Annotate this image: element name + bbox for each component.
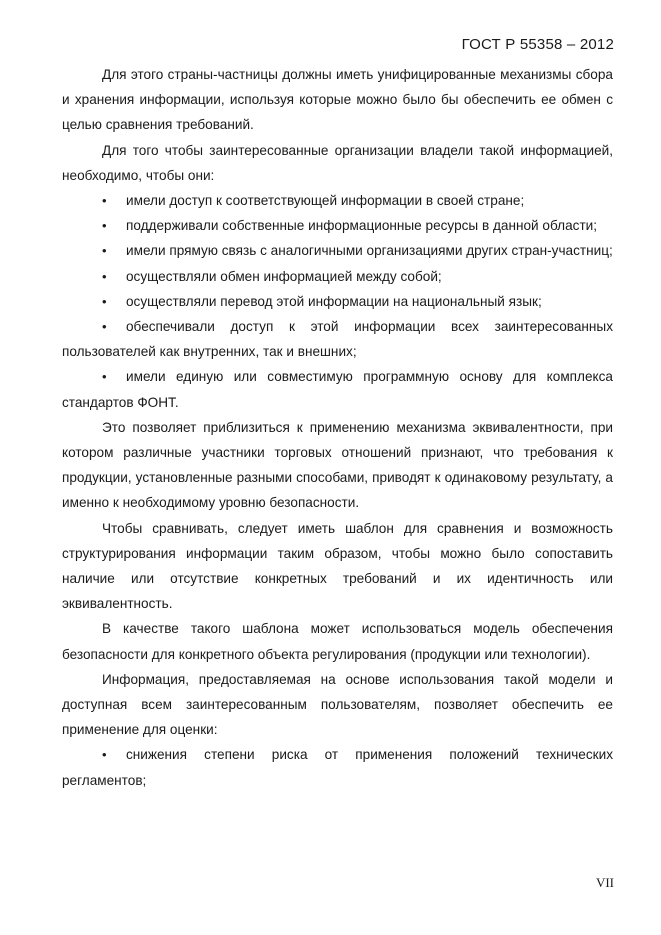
- page-number: VII: [595, 875, 614, 890]
- bullet-icon: •: [102, 369, 107, 385]
- list-item: [62, 238, 613, 263]
- document-body: [62, 62, 613, 793]
- bullet-icon: •: [102, 293, 107, 309]
- list-item-text: снижения степени риска от применения положений технических регламентов;: [62, 747, 613, 788]
- list-item: [62, 364, 613, 414]
- paragraph: Для этого страны-частницы должны иметь унифицированные механизмы сбора и хранения информации, используя которые можно было бы обеспечить ее обмен с целью сравнения требований.: [62, 67, 613, 133]
- paragraph: Информация, предоставляемая на основе использования такой модели и доступная всем заинтересованным пользователям, позволяет обеспечить ее применение для оценки:: [62, 671, 613, 738]
- list-item: [62, 289, 613, 314]
- document-header: ГОСТ Р 55358 – 2012: [461, 36, 614, 53]
- list-item: [62, 213, 613, 238]
- bullet-icon: •: [102, 193, 107, 209]
- paragraph: В качестве такого шаблона может использоваться модель обеспечения безопасности для конкретного объекта регулирования (продукции или технологии).: [62, 621, 613, 662]
- list-item: [62, 314, 613, 364]
- bullet-icon: •: [102, 268, 107, 284]
- paragraph: Это позволяет приблизиться к применению механизма эквивалентности, при котором различные участники торговых отношений признают, что требования к продукции, установленные разными способами, приводят к одинаковому результату, а именно к необходимому уровню безопасности.: [62, 419, 613, 511]
- list-item: [62, 264, 613, 289]
- list-item-text: осуществляли обмен информацией между собой;: [126, 268, 442, 284]
- list-item-text: осуществляли перевод этой информации на национальный язык;: [126, 293, 542, 309]
- list-item: [62, 188, 613, 213]
- bullet-icon: •: [102, 243, 107, 259]
- paragraph: Чтобы сравнивать, следует иметь шаблон для сравнения и возможность структурирования информации таким образом, чтобы можно было сопоставить наличие или отсутствие конкретных требований и их идентичность или эквивалентность.: [62, 520, 613, 612]
- bullet-icon: •: [102, 319, 107, 335]
- list-item-text: обеспечивали доступ к этой информации всех заинтересованных пользователей как внутренних, так и внешних;: [62, 319, 613, 360]
- list-item-text: имели доступ к соответствующей информации в своей стране;: [126, 193, 525, 209]
- list-item-text: имели единую или совместимую программную основу для комплекса стандартов ФОНТ.: [62, 369, 613, 410]
- bullet-icon: •: [102, 218, 107, 234]
- list-item: [62, 742, 613, 792]
- bullet-icon: •: [102, 747, 107, 763]
- list-item-text: поддерживали собственные информационные ресурсы в данной области;: [126, 218, 598, 234]
- paragraph: Для того чтобы заинтересованные организации владели такой информацией, необходимо, чтобы они:: [62, 142, 613, 183]
- list-item-text: имели прямую связь с аналогичными организациями других стран-участниц;: [126, 243, 613, 259]
